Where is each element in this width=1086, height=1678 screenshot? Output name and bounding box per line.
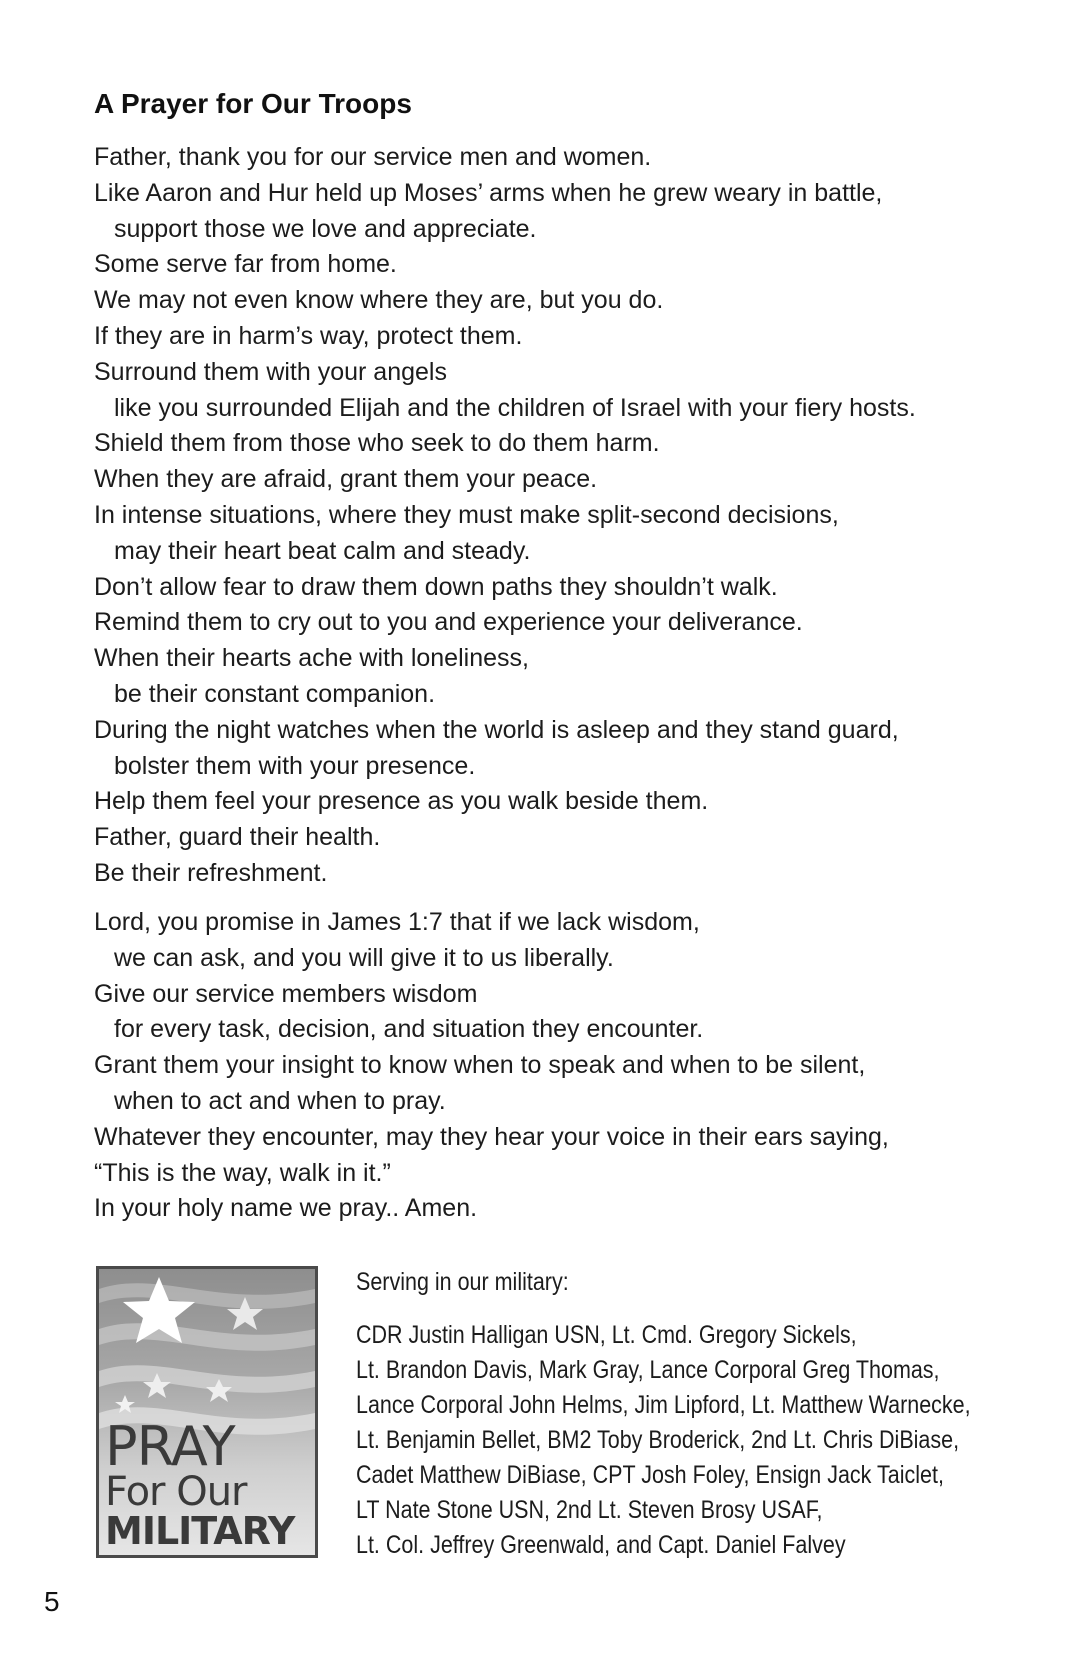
prayer-line: for every task, decision, and situation they encounter. — [114, 1015, 704, 1044]
prayer-part-1 — [94, 140, 1014, 892]
logo-for-our-text: For Our — [105, 1469, 247, 1515]
prayer-line: Whatever they encounter, may they hear your voice in their ears saying, — [94, 1122, 889, 1151]
prayer-line: Don’t allow fear to draw them down paths they shouldn’t walk. — [94, 572, 778, 601]
logo-military-text: MILITARY — [105, 1509, 295, 1553]
prayer-line: Lord, you promise in James 1:7 that if we lack wisdom, — [94, 908, 700, 936]
serving-list-line: LT Nate Stone USN, 2nd Lt. Steven Brosy USAF, — [356, 1496, 823, 1524]
prayer-line: Like Aaron and Hur held up Moses’ arms when he grew weary in battle, — [94, 178, 883, 207]
prayer-line: like you surrounded Elijah and the children of Israel with your fiery hosts. — [114, 393, 916, 422]
prayer-line: be their constant companion. — [114, 679, 436, 708]
prayer-line: when to act and when to pray. — [114, 1086, 446, 1115]
prayer-line: Grant them your insight to know when to speak and when to be silent, — [94, 1051, 866, 1080]
prayer-line: may their heart beat calm and steady. — [114, 536, 531, 565]
page-number: 5 — [44, 1586, 60, 1617]
prayer-line: Be their refreshment. — [94, 858, 328, 887]
serving-list-line: Lt. Benjamin Bellet, BM2 Toby Broderick, 2nd Lt. Chris DiBiase, — [356, 1426, 960, 1454]
prayer-line: Surround them with your angels — [94, 357, 447, 386]
serving-list-line: CDR Justin Halligan USN, Lt. Cmd. Gregory Sickels, — [356, 1321, 857, 1349]
serving-list-line: Lt. Col. Jeffrey Greenwald, and Capt. Daniel Falvey — [356, 1531, 846, 1559]
serving-list-line: Lance Corporal John Helms, Jim Lipford, Lt. Matthew Warnecke, — [356, 1391, 971, 1419]
prayer-line: Some serve far from home. — [94, 250, 397, 279]
serving-list-line: Lt. Brandon Davis, Mark Gray, Lance Corporal Greg Thomas, — [356, 1356, 940, 1384]
prayer-part-2 — [94, 905, 1014, 1227]
prayer-line: we can ask, and you will give it to us liberally. — [114, 943, 614, 972]
prayer-line: When they are afraid, grant them your peace. — [94, 465, 598, 494]
serving-heading: Serving in our military: — [356, 1268, 569, 1296]
serving-list-line: Cadet Matthew DiBiase, CPT Josh Foley, Ensign Jack Taiclet, — [356, 1461, 944, 1489]
prayer-line: We may not even know where they are, but you do. — [94, 286, 664, 315]
prayer-line: Give our service members wisdom — [94, 979, 478, 1008]
prayer-line: “This is the way, walk in it.” — [94, 1158, 391, 1187]
prayer-line: Help them feel your presence as you walk beside them. — [94, 787, 709, 816]
prayer-line: Remind them to cry out to you and experience your deliverance. — [94, 608, 803, 637]
prayer-line: When their hearts ache with loneliness, — [94, 644, 529, 673]
prayer-line: In intense situations, where they must make split-second decisions, — [94, 500, 839, 529]
page-title: A Prayer for Our Troops — [94, 88, 412, 119]
prayer-line: Father, thank you for our service men and women. — [94, 143, 652, 171]
prayer-line: bolster them with your presence. — [114, 751, 476, 780]
prayer-line: If they are in harm’s way, protect them. — [94, 321, 523, 350]
pray-for-our-military-logo — [96, 1266, 318, 1558]
prayer-line: During the night watches when the world is asleep and they stand guard, — [94, 715, 899, 744]
serving-list — [356, 1318, 971, 1563]
prayer-line: In your holy name we pray.. Amen. — [94, 1194, 478, 1223]
prayer-line: support those we love and appreciate. — [114, 214, 537, 243]
prayer-line: Father, guard their health. — [94, 823, 381, 852]
prayer-line: Shield them from those who seek to do them harm. — [94, 429, 660, 458]
logo-pray-text: PRAY — [105, 1415, 235, 1478]
